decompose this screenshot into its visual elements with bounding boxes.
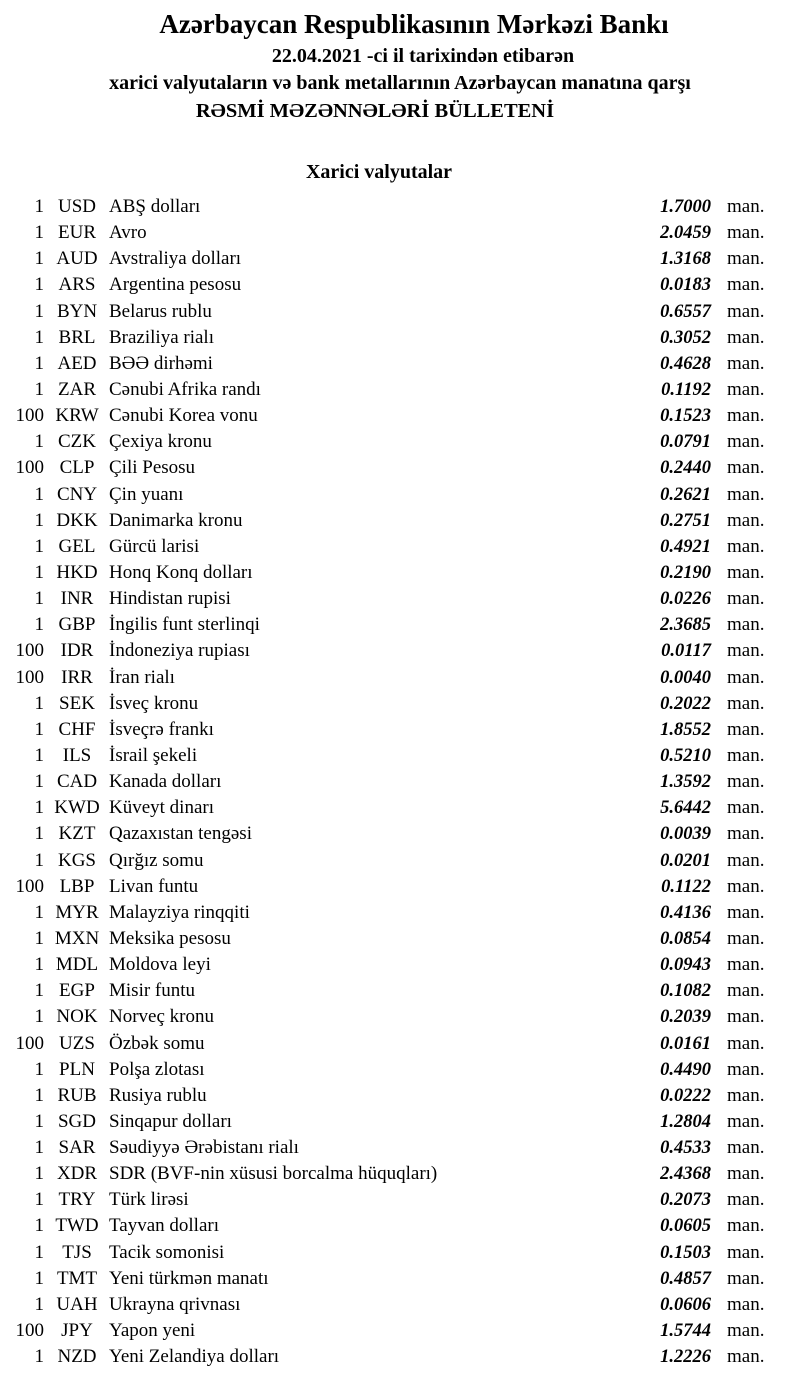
currency-name: Səudiyyə Ərəbistanı rialı: [109, 1137, 299, 1159]
currency-code: ARS: [58, 274, 96, 296]
currency-code: NZD: [57, 1346, 97, 1368]
currency-name: Polşa zlotası: [109, 1058, 205, 1080]
rate-value: 1.2804: [660, 1111, 711, 1132]
currency-name: Yeni türkmən manatı: [109, 1267, 269, 1289]
currency-quantity: 1: [34, 483, 44, 505]
rate-row: [0, 900, 800, 926]
rate-value: 0.2621: [660, 484, 711, 505]
currency-quantity: 1: [34, 692, 44, 714]
rate-row: [0, 1135, 800, 1161]
currency-quantity: 100: [15, 405, 44, 427]
rate-value: 0.0201: [660, 850, 711, 871]
unit-label: man.: [727, 274, 765, 296]
currency-quantity: 1: [34, 1058, 44, 1080]
unit-label: man.: [727, 980, 765, 1002]
currency-quantity: 1: [34, 509, 44, 531]
currency-name: Belarus rublu: [109, 300, 212, 322]
currency-name: Yeni Zelandiya dolları: [109, 1346, 280, 1368]
currency-name: İngilis funt sterlinqi: [109, 614, 260, 636]
unit-label: man.: [727, 718, 765, 740]
currency-code: CNY: [56, 483, 98, 505]
unit-label: man.: [727, 561, 765, 583]
currency-name: Kanada dolları: [109, 771, 222, 793]
unit-label: man.: [727, 248, 765, 270]
rate-value: 5.6442: [660, 798, 711, 819]
currency-quantity: 1: [34, 797, 44, 819]
rate-row: [0, 1240, 800, 1266]
currency-name: Çin yuanı: [109, 483, 184, 505]
unit-label: man.: [727, 222, 765, 244]
rate-value: 0.2440: [660, 458, 711, 479]
currency-code: IDR: [60, 640, 94, 662]
rate-value: 2.3685: [660, 615, 711, 636]
currency-code: EUR: [58, 222, 96, 244]
rate-value: 0.2073: [660, 1190, 711, 1211]
currency-code: LBP: [59, 875, 95, 897]
rate-value: 0.0791: [660, 432, 711, 453]
rate-row: [0, 691, 800, 717]
rate-row: [0, 1004, 800, 1030]
unit-label: man.: [727, 457, 765, 479]
currency-quantity: 1: [34, 535, 44, 557]
rate-value: 0.2751: [660, 510, 711, 531]
currency-name: Çili Pesosu: [109, 457, 196, 479]
currency-quantity: 1: [34, 248, 44, 270]
currency-quantity: 1: [34, 901, 44, 923]
unit-label: man.: [727, 771, 765, 793]
rate-value: 0.0854: [660, 928, 711, 949]
rate-value: 0.0943: [660, 955, 711, 976]
currency-quantity: 1: [34, 1267, 44, 1289]
currency-name: Qırğız somu: [109, 849, 204, 871]
currency-quantity: 1: [34, 1163, 44, 1185]
currency-quantity: 1: [34, 352, 44, 374]
rate-row: [0, 246, 800, 272]
currency-quantity: 100: [15, 666, 44, 688]
unit-label: man.: [727, 535, 765, 557]
currency-name: Meksika pesosu: [109, 927, 231, 949]
rate-row: [0, 429, 800, 455]
currency-name: İsveç kronu: [109, 692, 199, 714]
currency-code: SEK: [59, 692, 95, 714]
unit-label: man.: [727, 901, 765, 923]
rate-row: [0, 403, 800, 429]
currency-quantity: 1: [34, 431, 44, 453]
currency-code: ZAR: [58, 378, 96, 400]
currency-name: Yapon yeni: [109, 1320, 196, 1342]
currency-code: EGP: [59, 980, 95, 1002]
currency-quantity: 1: [34, 1006, 44, 1028]
rate-value: 0.0183: [660, 275, 711, 296]
rate-row: [0, 821, 800, 847]
rate-row: [0, 560, 800, 586]
unit-label: man.: [727, 666, 765, 688]
unit-label: man.: [727, 1058, 765, 1080]
currency-quantity: 1: [34, 718, 44, 740]
unit-label: man.: [727, 849, 765, 871]
unit-label: man.: [727, 431, 765, 453]
unit-label: man.: [727, 692, 765, 714]
currency-name: Norveç kronu: [109, 1006, 214, 1028]
rate-row: [0, 272, 800, 298]
currency-code: TWD: [55, 1215, 99, 1237]
rate-row: [0, 1161, 800, 1187]
unit-label: man.: [727, 405, 765, 427]
currency-code: TMT: [56, 1267, 98, 1289]
currency-quantity: 1: [34, 980, 44, 1002]
currency-quantity: 1: [34, 1110, 44, 1132]
rate-value: 0.1503: [660, 1242, 711, 1263]
currency-name: SDR (BVF-nin xüsusi borcalma hüquqları): [109, 1163, 438, 1185]
currency-quantity: 1: [34, 1137, 44, 1159]
rate-row: [0, 482, 800, 508]
rate-row: [0, 952, 800, 978]
currency-code: XDR: [56, 1163, 98, 1185]
currency-code: DKK: [56, 509, 98, 531]
currency-code: JPY: [61, 1320, 93, 1342]
currency-quantity: 1: [34, 614, 44, 636]
rate-value: 2.4368: [660, 1164, 711, 1185]
currency-quantity: 1: [34, 823, 44, 845]
currency-quantity: 100: [15, 875, 44, 897]
currency-quantity: 1: [34, 849, 44, 871]
currency-name: İndoneziya rupiası: [109, 640, 250, 662]
rate-row: [0, 1266, 800, 1292]
rate-row: [0, 377, 800, 403]
rate-value: 0.0161: [660, 1033, 711, 1054]
currency-name: ABŞ dolları: [109, 196, 201, 217]
rate-row: [0, 926, 800, 952]
unit-label: man.: [727, 1163, 765, 1185]
currency-code: PLN: [59, 1058, 95, 1080]
unit-label: man.: [727, 927, 765, 949]
currency-name: Gürcü larisi: [109, 535, 200, 557]
rate-value: 0.3052: [660, 327, 711, 348]
currency-name: Ukrayna qrivnası: [109, 1293, 241, 1315]
currency-code: MYR: [55, 901, 99, 923]
unit-label: man.: [727, 640, 765, 662]
rate-value: 1.7000: [660, 197, 711, 217]
currency-code: AED: [57, 352, 97, 374]
rate-value: 1.3168: [660, 249, 711, 270]
rate-row: [0, 1109, 800, 1135]
unit-label: man.: [727, 744, 765, 766]
bulletin-title: RƏSMİ MƏZƏNNƏLƏRİ BÜLLETENİ: [195, 100, 555, 122]
unit-label: man.: [727, 614, 765, 636]
currency-name: Argentina pesosu: [109, 274, 242, 296]
section-title-foreign-currencies: Xarici valyutalar: [305, 161, 453, 183]
rate-row: [0, 717, 800, 743]
unit-label: man.: [727, 509, 765, 531]
currency-quantity: 1: [34, 1346, 44, 1368]
currency-code: SAR: [58, 1137, 96, 1159]
currency-code: GEL: [58, 535, 96, 557]
currency-name: Livan funtu: [109, 875, 199, 897]
rate-value: 0.4857: [660, 1268, 711, 1289]
currency-name: Honq Konq dolları: [109, 561, 253, 583]
rate-row: [0, 586, 800, 612]
currency-quantity: 100: [15, 457, 44, 479]
currency-name: Tacik somonisi: [109, 1241, 225, 1263]
rate-row: [0, 874, 800, 900]
rate-value: 0.0040: [660, 667, 711, 688]
currency-code: HKD: [56, 561, 98, 583]
unit-label: man.: [727, 378, 765, 400]
unit-label: man.: [727, 588, 765, 610]
currency-code: IRR: [61, 666, 93, 688]
effective-date-line: 22.04.2021 -ci il tarixindən etibarən: [271, 45, 575, 67]
rate-value: 1.3592: [660, 772, 711, 793]
currency-quantity: 1: [34, 1215, 44, 1237]
rate-row: [0, 299, 800, 325]
currency-name: Qazaxıstan tengəsi: [109, 823, 252, 845]
unit-label: man.: [727, 1320, 765, 1342]
rate-value: 0.0606: [660, 1294, 711, 1315]
currency-code: KWD: [54, 797, 100, 819]
currency-name: İsveçrə frankı: [109, 718, 214, 740]
currency-name: Rusiya rublu: [109, 1084, 207, 1106]
currency-quantity: 1: [34, 927, 44, 949]
currency-quantity: 100: [15, 1032, 44, 1054]
rate-value: 0.1082: [660, 981, 711, 1002]
unit-label: man.: [727, 875, 765, 897]
rate-row: [0, 194, 800, 220]
rate-value: 1.2226: [660, 1347, 711, 1368]
rate-value: 1.8552: [660, 719, 711, 740]
currency-quantity: 1: [34, 1293, 44, 1315]
currency-code: ILS: [62, 744, 92, 766]
rate-row: [0, 638, 800, 664]
currency-name: İran rialı: [109, 666, 175, 688]
rate-value: 0.1122: [661, 876, 711, 897]
currency-name: BƏƏ dirhəmi: [109, 352, 213, 374]
currency-code: NOK: [56, 1006, 98, 1028]
currency-name: Cənubi Korea vonu: [109, 405, 258, 427]
currency-quantity: 1: [34, 274, 44, 296]
unit-label: man.: [727, 1006, 765, 1028]
currency-quantity: 1: [34, 561, 44, 583]
unit-label: man.: [727, 1346, 765, 1368]
rate-value: 0.6557: [660, 301, 711, 322]
currency-code: UZS: [59, 1032, 95, 1054]
currency-code: KRW: [55, 405, 99, 427]
rate-value: 0.0605: [660, 1216, 711, 1237]
currency-name: Avstraliya dolları: [109, 248, 242, 270]
rate-value: 0.0039: [660, 824, 711, 845]
currency-quantity: 1: [34, 954, 44, 976]
currency-quantity: 1: [34, 326, 44, 348]
unit-label: man.: [727, 1241, 765, 1263]
unit-label: man.: [727, 1032, 765, 1054]
unit-label: man.: [727, 797, 765, 819]
currency-name: Sinqapur dolları: [109, 1110, 232, 1132]
rate-value: 0.1192: [661, 379, 711, 400]
rate-row: [0, 351, 800, 377]
unit-label: man.: [727, 1215, 765, 1237]
unit-label: man.: [727, 1137, 765, 1159]
rate-value: 0.2022: [660, 693, 711, 714]
unit-label: man.: [727, 483, 765, 505]
rate-row: [0, 1344, 800, 1370]
rate-value: 2.0459: [660, 223, 711, 244]
currency-name: İsrail şekeli: [109, 744, 198, 766]
exchange-rates-table: [0, 194, 800, 1370]
currency-code: KZT: [58, 823, 96, 845]
currency-quantity: 1: [34, 771, 44, 793]
rate-row: [0, 220, 800, 246]
rate-value: 0.4533: [660, 1138, 711, 1159]
rate-row: [0, 325, 800, 351]
rate-value: 0.4136: [660, 902, 711, 923]
currency-name: Küveyt dinarı: [109, 797, 215, 819]
currency-name: Avro: [109, 222, 147, 244]
rate-row: [0, 848, 800, 874]
rate-row: [0, 1318, 800, 1344]
rate-value: 0.0117: [661, 641, 711, 662]
currency-code: UAH: [56, 1293, 98, 1315]
currency-name: Tayvan dolları: [109, 1215, 219, 1237]
currency-code: CHF: [58, 718, 96, 740]
currency-quantity: 100: [15, 640, 44, 662]
unit-label: man.: [727, 1084, 765, 1106]
currency-code: MDL: [55, 954, 99, 976]
currency-quantity: 1: [34, 300, 44, 322]
rate-row: [0, 1187, 800, 1213]
currency-code: CLP: [59, 457, 95, 479]
currency-name: Braziliya rialı: [109, 326, 214, 348]
currency-quantity: 1: [34, 378, 44, 400]
rate-row: [0, 1083, 800, 1109]
rate-row: [0, 1057, 800, 1083]
currency-code: INR: [60, 588, 94, 610]
rate-row: [0, 1031, 800, 1057]
rate-value: 0.4628: [660, 353, 711, 374]
rate-row: [0, 769, 800, 795]
currency-quantity: 1: [34, 1189, 44, 1211]
currency-name: Özbək somu: [109, 1032, 205, 1054]
unit-label: man.: [727, 1189, 765, 1211]
rate-value: 0.4490: [660, 1059, 711, 1080]
currency-code: AUD: [56, 248, 98, 270]
currency-code: BYN: [56, 300, 98, 322]
unit-label: man.: [727, 1267, 765, 1289]
unit-label: man.: [727, 326, 765, 348]
currency-name: Türk lirəsi: [109, 1189, 189, 1211]
rate-value: 0.1523: [660, 406, 711, 427]
rate-value: 0.2039: [660, 1007, 711, 1028]
rate-value: 0.2190: [660, 562, 711, 583]
rate-row: [0, 612, 800, 638]
rate-value: 0.5210: [660, 745, 711, 766]
unit-label: man.: [727, 823, 765, 845]
unit-label: man.: [727, 954, 765, 976]
unit-label: man.: [727, 196, 765, 217]
currency-quantity: 1: [34, 196, 44, 217]
currency-quantity: 100: [15, 1320, 44, 1342]
currency-name: Malayziya rinqqiti: [109, 901, 250, 923]
currency-code: MXN: [54, 927, 100, 949]
currency-code: BRL: [58, 326, 96, 348]
currency-quantity: 1: [34, 588, 44, 610]
currency-code: RUB: [57, 1084, 97, 1106]
currency-quantity: 1: [34, 1241, 44, 1263]
currency-name: Moldova leyi: [109, 954, 211, 976]
currency-name: Cənubi Afrika randı: [109, 378, 261, 400]
rate-row: [0, 1292, 800, 1318]
rate-row: [0, 455, 800, 481]
bulletin-subtitle: xarici valyutaların və bank metallarının Azərbaycan manatına qarşı: [109, 72, 691, 94]
currency-code: TJS: [62, 1241, 92, 1263]
rate-row: [0, 508, 800, 534]
currency-name: Misir funtu: [109, 980, 196, 1002]
rate-value: 1.5744: [660, 1321, 711, 1342]
bank-name-title: Azərbaycan Respublikasının Mərkəzi Bankı: [159, 9, 669, 39]
currency-code: USD: [57, 196, 96, 217]
rate-row: [0, 743, 800, 769]
currency-code: SGD: [57, 1110, 96, 1132]
currency-name: Hindistan rupisi: [109, 588, 231, 610]
currency-code: TRY: [58, 1189, 96, 1211]
unit-label: man.: [727, 1293, 765, 1315]
unit-label: man.: [727, 1110, 765, 1132]
currency-code: CZK: [58, 431, 96, 453]
unit-label: man.: [727, 352, 765, 374]
currency-quantity: 1: [34, 1084, 44, 1106]
currency-name: Danimarka kronu: [109, 509, 243, 531]
currency-name: Çexiya kronu: [109, 431, 212, 453]
unit-label: man.: [727, 300, 765, 322]
currency-code: KGS: [57, 849, 96, 871]
rate-row: [0, 534, 800, 560]
currency-quantity: 1: [34, 222, 44, 244]
rate-row: [0, 665, 800, 691]
rate-value: 0.0226: [660, 589, 711, 610]
currency-code: GBP: [58, 614, 96, 636]
rate-row: [0, 795, 800, 821]
rate-value: 0.4921: [660, 536, 711, 557]
rate-row: [0, 978, 800, 1004]
rate-row: [0, 1213, 800, 1239]
currency-quantity: 1: [34, 744, 44, 766]
rate-value: 0.0222: [660, 1085, 711, 1106]
currency-code: CAD: [56, 771, 98, 793]
